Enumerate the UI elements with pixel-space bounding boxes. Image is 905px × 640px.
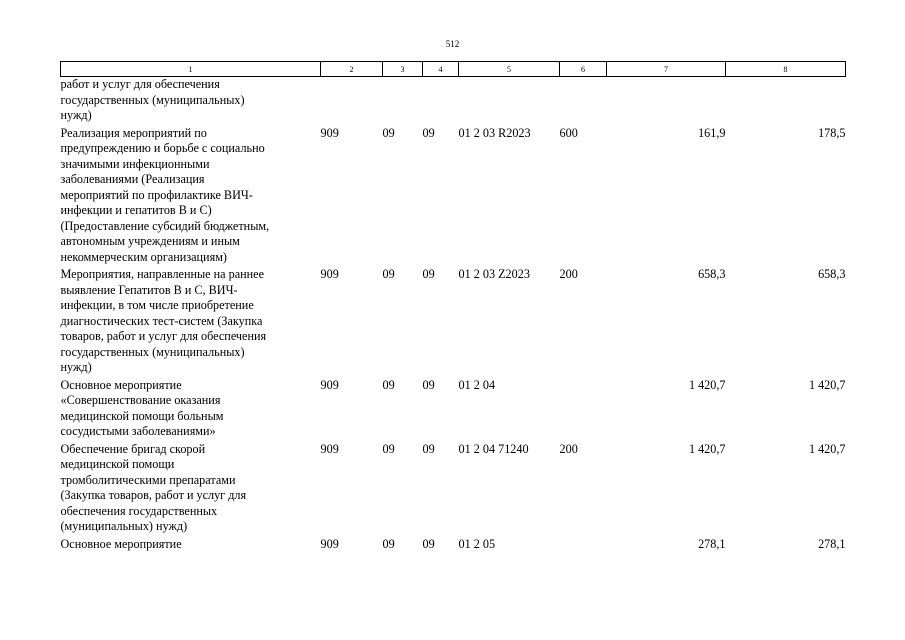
amount-year-1: 1 420,7: [688, 441, 726, 456]
ministry-code: [321, 77, 383, 126]
expense-type-code: 600: [559, 125, 578, 140]
table-row: [61, 442, 846, 537]
table-row: [61, 378, 846, 442]
ministry-code: 909: [320, 125, 339, 140]
column-header: 3: [383, 62, 423, 77]
item-name: Мероприятия, направленные на раннее выявление Гепатитов В и С, ВИЧ- инфекции, в том числе приобретение диагностических тест-систем (Закупка товаров, работ и услуг для обеспечения государственных (муниципальных) нужд): [60, 267, 267, 374]
section-code: 09: [382, 441, 395, 456]
target-article-code: 01 2 03 Z2023: [458, 267, 530, 281]
amount-year-2: 278,1: [818, 536, 846, 551]
column-header: 1: [61, 62, 321, 77]
expense-type-code: 200: [559, 441, 578, 456]
expense-type-code: 200: [559, 267, 578, 281]
subsection-code: 09: [422, 377, 435, 392]
subsection-code: 09: [422, 536, 435, 551]
ministry-code: 909: [320, 377, 339, 392]
ministry-code: 909: [320, 441, 339, 456]
subsection-code: 09: [422, 441, 435, 456]
ministry-code: 909: [320, 267, 339, 281]
amount-year-2: 1 420,7: [808, 377, 846, 392]
table-row: [61, 77, 846, 126]
section-code: 09: [382, 536, 395, 551]
section-code: 09: [382, 377, 395, 392]
expense-type-code: [560, 537, 607, 555]
ministry-code: 909: [320, 536, 339, 551]
column-header: 8: [726, 62, 846, 77]
item-name: Реализация мероприятий по предупреждению и борьбе с социально значимыми инфекционными заболеваниями (Реализация мероприятий по профилактике ВИЧ- инфекции и гепатитов В и С) (Предоставление субсидий бюджетным, автономным учреждениям и иным некоммерческим организациям): [60, 125, 270, 264]
amount-year-2: 178,5: [818, 125, 846, 140]
section-code: 09: [382, 125, 395, 140]
column-number-row: [61, 62, 846, 77]
subsection-code: 09: [422, 267, 435, 281]
table-row: [61, 126, 846, 268]
amount-year-1: 278,1: [698, 536, 726, 551]
target-article-code: 01 2 04 71240: [458, 441, 529, 456]
expense-type-code: [560, 77, 607, 126]
column-header: 6: [560, 62, 607, 77]
column-header: 2: [321, 62, 383, 77]
amount-year-1: 1 420,7: [688, 377, 726, 392]
column-header: 5: [459, 62, 560, 77]
amount-year-1: 658,3: [698, 267, 726, 281]
target-article-code: 01 2 03 R2023: [458, 125, 531, 140]
table-row: [61, 267, 846, 378]
subsection-code: 09: [422, 125, 435, 140]
item-name: Обеспечение бригад скорой медицинской помощи тромболитическими препаратами (Закупка товаров, работ и услуг для обеспечения государственных (муниципальных) нужд): [60, 441, 247, 533]
amount-year-1: 161,9: [698, 125, 726, 140]
column-header: 4: [423, 62, 459, 77]
budget-table: [60, 61, 846, 554]
target-article-code: [459, 77, 560, 126]
item-name: работ и услуг для обеспечения государственных (муниципальных) нужд): [60, 77, 245, 122]
item-name: Основное мероприятие: [60, 536, 182, 551]
section-code: [383, 77, 423, 126]
amount-year-1: [607, 77, 726, 126]
target-article-code: 01 2 05: [458, 536, 496, 551]
table-row: [61, 537, 846, 555]
section-code: 09: [382, 267, 395, 281]
column-header: 7: [607, 62, 726, 77]
expense-type-code: [560, 378, 607, 442]
item-name: Основное мероприятие «Совершенствование оказания медицинской помощи больным сосудистыми заболеваниями»: [60, 377, 224, 438]
amount-year-2: [726, 77, 846, 126]
page-number: 512: [445, 39, 460, 49]
subsection-code: [423, 77, 459, 126]
amount-year-2: 658,3: [818, 267, 846, 281]
target-article-code: 01 2 04: [458, 377, 496, 392]
amount-year-2: 1 420,7: [808, 441, 846, 456]
